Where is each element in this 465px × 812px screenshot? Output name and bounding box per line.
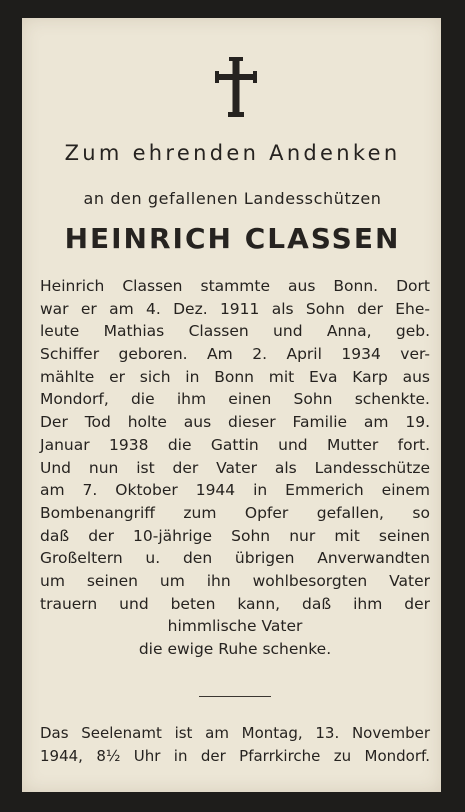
- biography-text: [40, 275, 430, 661]
- biography-line: um seinen um ihn wohlbesorgten Vater: [40, 571, 430, 590]
- biography-line: Mondorf, die ihm einen Sohn schenkte.: [40, 390, 430, 409]
- biography-line: leute Mathias Classen und Anna, geb.: [40, 322, 430, 341]
- requiem-notice: [40, 722, 430, 768]
- biography-line: Heinrich Classen stammte aus Bonn. Dort: [40, 277, 430, 295]
- biography-line: Der Tod holte aus dieser Familie am 19.: [40, 413, 430, 432]
- biography-line: daß der 10-jährige Sohn nur mit seinen: [40, 526, 430, 545]
- card-heading: Zum ehrenden Andenken: [64, 141, 401, 165]
- divider: [199, 696, 271, 697]
- deceased-name: HEINRICH CLASSEN: [64, 222, 401, 255]
- biography-line: mählte er sich in Bonn mit Eva Karp aus: [40, 367, 430, 386]
- biography-line: trauern und beten kann, daß ihm der: [40, 594, 430, 613]
- cross-icon: [215, 57, 257, 117]
- biography-line: Und nun ist der Vater als Landesschütze: [40, 458, 430, 477]
- biography-line: am 7. Oktober 1944 in Emmerich einem: [40, 481, 430, 500]
- biography-line: himmlische Vater: [167, 617, 303, 636]
- biography-line: Großeltern u. den übrigen Anverwandten: [40, 549, 430, 568]
- biography-line: Bombenangriff zum Opfer gefallen, so: [40, 503, 430, 522]
- biography-line: Januar 1938 die Gattin und Mutter fort.: [40, 435, 430, 454]
- card-subtitle: an den gefallenen Landesschützen: [83, 189, 382, 208]
- biography-line: war er am 4. Dez. 1911 als Sohn der Ehe-: [40, 299, 430, 318]
- biography-line: Schiffer geboren. Am 2. April 1934 ver-: [40, 345, 430, 364]
- requiem-line: 1944, 8½ Uhr in der Pfarrkirche zu Mondorf.: [40, 747, 430, 765]
- biography-line: die ewige Ruhe schenke.: [138, 640, 332, 658]
- requiem-line: Das Seelenamt ist am Montag, 13. November: [40, 724, 430, 742]
